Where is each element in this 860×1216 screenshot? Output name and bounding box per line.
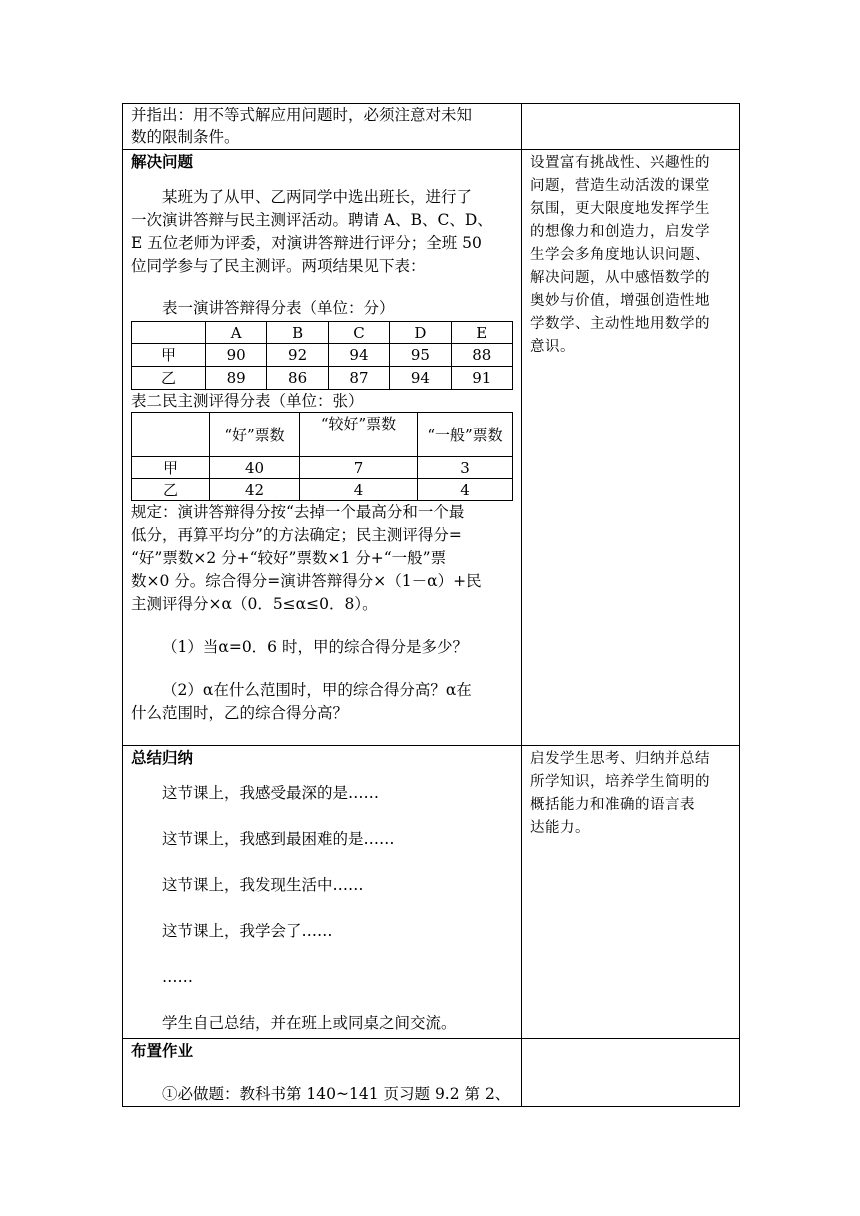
table-row <box>132 413 513 457</box>
intro-line: 一次演讲答辩与民主测评活动。聘请 A、B、C、D、 <box>131 211 493 229</box>
side-cell <box>522 1039 740 1107</box>
summary-item: 学生自己总结，并在班上或同桌之间交流。 <box>162 1014 457 1032</box>
table-cell: A <box>206 322 267 344</box>
side-line: 氛围，更大限度地发挥学生 <box>530 201 710 217</box>
table-cell: 94 <box>328 344 389 367</box>
row-continuation <box>123 104 740 150</box>
side-cell <box>522 150 740 746</box>
table-cell: 4 <box>418 479 513 501</box>
summary-item: …… <box>162 968 193 986</box>
table2-caption: 表二民主测评得分表（单位：张） <box>131 392 364 410</box>
table-cell: 95 <box>390 344 451 367</box>
table-cell: 7 <box>300 457 418 479</box>
rule-line: 规定：演讲答辩得分按“去掉一个最高分和一个最 <box>131 503 465 521</box>
main-cell <box>123 1039 522 1107</box>
summary-item: 这节课上，我感到最困难的是…… <box>162 830 395 848</box>
table-cell: 甲 <box>132 344 206 367</box>
table-cell: 40 <box>210 457 300 479</box>
side-cell <box>522 104 740 150</box>
section-heading: 布置作业 <box>131 1042 194 1060</box>
side-line: 的想像力和创造力，启发学 <box>530 224 710 240</box>
table-cell: 42 <box>210 479 300 501</box>
side-line: 问题，营造生动活泼的课堂 <box>530 178 710 194</box>
table-cell: 乙 <box>132 479 210 501</box>
main-cell <box>123 150 522 746</box>
table-row <box>132 479 513 501</box>
row-summary <box>123 746 740 1039</box>
table-cell: 94 <box>390 367 451 390</box>
side-line: 意识。 <box>530 339 575 355</box>
side-line: 解决问题，从中感悟数学的 <box>530 270 710 286</box>
side-line: 所学知识，培养学生简明的 <box>530 774 710 790</box>
question-2-line: （2）α在什么范围时，甲的综合得分高？α在 <box>162 681 472 699</box>
table1-caption: 表一演讲答辩得分表（单位：分） <box>162 299 395 317</box>
table-cell: “好”票数 <box>210 413 300 457</box>
table-row <box>132 457 513 479</box>
section-heading: 总结归纳 <box>131 749 194 767</box>
table-cell: 91 <box>451 367 512 390</box>
intro-line: 位同学参与了民主测评。两项结果见下表： <box>131 257 426 275</box>
summary-item: 这节课上，我感受最深的是…… <box>162 784 380 802</box>
score-table-1 <box>131 321 513 390</box>
table-cell: B <box>267 322 328 344</box>
side-line: 概括能力和准确的语言表 <box>530 797 695 813</box>
row-homework <box>123 1039 740 1107</box>
table-cell: 90 <box>206 344 267 367</box>
homework-item: ①必做题：教科书第 140~141 页习题 9.2 第 2、 <box>162 1085 511 1103</box>
row-solve-problem <box>123 150 740 746</box>
summary-item: 这节课上，我学会了…… <box>162 922 333 940</box>
main-cell <box>123 746 522 1039</box>
section-heading: 解决问题 <box>131 153 194 171</box>
side-line: 生学会多角度地认识问题、 <box>530 247 710 263</box>
table-cell: 86 <box>267 367 328 390</box>
question-2-line: 什么范围时，乙的综合得分高？ <box>131 704 349 722</box>
main-cell <box>123 104 522 150</box>
table-cell: C <box>328 322 389 344</box>
table-cell: 甲 <box>132 457 210 479</box>
score-table-2 <box>131 412 513 501</box>
table-cell: 4 <box>300 479 418 501</box>
table-cell: 乙 <box>132 367 206 390</box>
intro-line: E 五位老师为评委，对演讲答辩进行评分；全班 50 <box>131 234 482 252</box>
table-cell: 3 <box>418 457 513 479</box>
table-cell <box>132 322 206 344</box>
table-cell: 88 <box>451 344 512 367</box>
table-cell: 87 <box>328 367 389 390</box>
summary-item: 这节课上，我发现生活中…… <box>162 876 364 894</box>
side-line: 达能力。 <box>530 820 590 836</box>
side-line: 启发学生思考、归纳并总结 <box>530 751 710 767</box>
table-row <box>132 322 513 344</box>
rule-line: 数×0 分。综合得分=演讲答辩得分×（1－α）+民 <box>131 572 482 590</box>
lesson-plan-table <box>122 103 740 1107</box>
table-cell: 89 <box>206 367 267 390</box>
side-line: 设置富有挑战性、兴趣性的 <box>530 155 710 171</box>
side-line: 学数学、主动性地用数学的 <box>530 316 710 332</box>
text-line: 数的限制条件。 <box>131 128 240 146</box>
table-cell: “较好”票数 <box>300 413 418 457</box>
side-line: 奥妙与价值，增强创造性地 <box>530 293 710 309</box>
intro-line: 某班为了从甲、乙两同学中选出班长，进行了 <box>162 188 473 206</box>
table-cell: 92 <box>267 344 328 367</box>
rule-line: “好”票数×2 分+“较好”票数×1 分+“一般”票 <box>131 549 447 567</box>
question-1: （1）当α=0．6 时，甲的综合得分是多少？ <box>162 638 468 656</box>
table-cell <box>132 413 210 457</box>
rule-line: 低分，再算平均分”的方法确定；民主测评得分= <box>131 526 462 544</box>
table-row <box>132 344 513 367</box>
table-row <box>132 367 513 390</box>
side-cell <box>522 746 740 1039</box>
text-line: 并指出：用不等式解应用问题时，必须注意对未知 <box>131 106 473 124</box>
rule-line: 主测评得分×α（0．5≤α≤0．8）。 <box>131 595 378 613</box>
table-cell: E <box>451 322 512 344</box>
table-cell: “一般”票数 <box>418 413 513 457</box>
table-cell: D <box>390 322 451 344</box>
